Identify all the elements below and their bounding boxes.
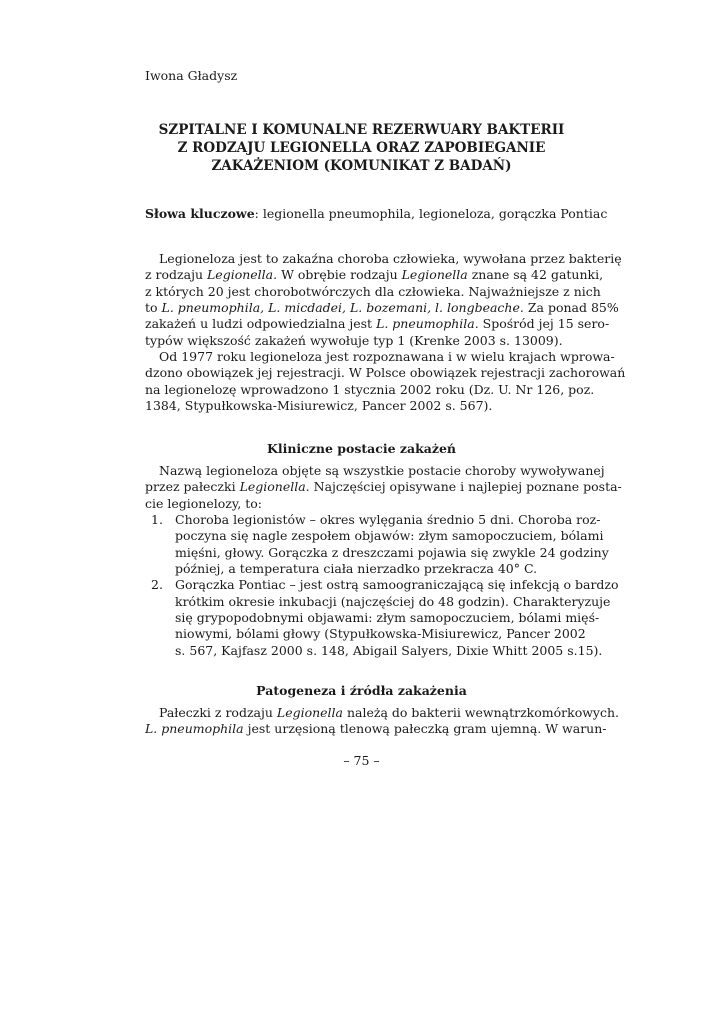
keywords-text: : legionella pneumophila, legioneloza, gorączka Pontiac — [254, 206, 608, 221]
keywords-line — [145, 206, 608, 222]
page-number: – 75 – — [343, 753, 380, 768]
author-name: Iwona Gładysz — [145, 68, 238, 83]
intro-p1-line-6: typów większość zakażeń wywołuje typ 1 (Krenke 2003 s. 13009). — [145, 332, 563, 348]
section-heading-pathogenesis: Patogeneza i źródła zakażenia — [256, 683, 467, 698]
intro-p1-line-5: zakażeń u ludzi odpowiedzialna jest L. pneumophila. Spośród jej 15 sero- — [145, 316, 610, 332]
list-item-line: później, a temperatura ciała nierzadko przekracza 40° C. — [175, 561, 538, 577]
list-item-line: s. 567, Kajfasz 2000 s. 148, Abigail Salyers, Dixie Whitt 2005 s.15). — [175, 642, 603, 658]
intro-section — [145, 251, 626, 414]
intro-p1-line-1: Legioneloza jest to zakaźna choroba człowieka, wywołana przez bakterię — [159, 251, 622, 266]
title-line-2: Z RODZAJU LEGIONELLA ORAZ ZAPOBIEGANIE — [177, 140, 546, 156]
intro-p2-line-2: dzono obowiązek jej rejestracji. W Polsce obowiązek rejestracji zachorowań — [145, 365, 626, 381]
clinical-p1-line-3: cie legionelozy, to: — [145, 495, 262, 511]
title-line-1: SZPITALNE I KOMUNALNE REZERWUARY BAKTERII — [158, 122, 565, 138]
section-heading-clinical: Kliniczne postacie zakażeń — [266, 441, 457, 456]
clinical-section — [145, 463, 622, 659]
pathogenesis-p1-line-2: L. pneumophila jest urzęsioną tlenową pałeczką gram ujemną. W warun- — [145, 721, 607, 737]
article-title — [145, 121, 578, 175]
keywords-label: Słowa kluczowe — [145, 206, 255, 221]
intro-p2-line-4: 1384, Stypułkowska-Misiurewicz, Pancer 2002 s. 567). — [145, 398, 493, 414]
pathogenesis-section — [145, 705, 620, 738]
intro-p1-line-2: z rodzaju Legionella. W obrębie rodzaju Legionella znane są 42 gatunki, — [145, 267, 604, 283]
list-item-number: 1. — [151, 512, 163, 528]
list-item-line: się grypopodobnymi objawami: złym samopoczuciem, bólami mięś- — [175, 610, 600, 626]
title-line-3: ZAKAŻENIOM (KOMUNIKAT Z BADAŃ) — [211, 158, 512, 174]
list-item-line: Gorączka Pontiac – jest ostrą samoograniczającą się infekcją o bardzo — [175, 577, 619, 593]
list-item-line: mięśni, głowy. Gorączka z dreszczami pojawia się zwykle 24 godziny — [175, 544, 609, 560]
clinical-p1-line-1: Nazwą legioneloza objęte są wszystkie postacie choroby wywoływanej — [159, 463, 605, 478]
document-page — [145, 0, 626, 1024]
list-item-line: poczyna się nagle zespołem objawów: złym samopoczuciem, bólami — [175, 528, 604, 544]
intro-p2-line-3: na legionelozę wprowadzono 1 stycznia 2002 roku (Dz. U. Nr 126, poz. — [145, 381, 595, 397]
intro-p2-line-1: Od 1977 roku legioneloza jest rozpoznawana i w wielu krajach wprowa- — [159, 349, 615, 365]
list-item-number: 2. — [151, 577, 163, 593]
list-item — [145, 577, 619, 659]
list-item-line: Choroba legionistów – okres wylęgania średnio 5 dni. Choroba roz- — [175, 512, 601, 528]
intro-p1-line-3: z których 20 jest chorobotwórczych dla człowieka. Najważniejsze z nich — [145, 283, 601, 299]
clinical-p1-line-2: przez pałeczki Legionella. Najczęściej opisywane i najlepiej poznane posta- — [145, 479, 622, 495]
list-item-line: niowymi, bólami głowy (Stypułkowska-Misiurewicz, Pancer 2002 — [175, 626, 586, 642]
intro-p1-line-4: to L. pneumophila, L. micdadei, L. bozemani, l. longbeache. Za ponad 85% — [145, 300, 619, 316]
list-item-line: krótkim okresie inkubacji (najczęściej do 48 godzin). Charakteryzuje — [175, 593, 611, 609]
list-item — [145, 512, 609, 577]
pathogenesis-p1-line-1: Pałeczki z rodzaju Legionella należą do bakterii wewnątrzkomórkowych. — [159, 705, 620, 720]
